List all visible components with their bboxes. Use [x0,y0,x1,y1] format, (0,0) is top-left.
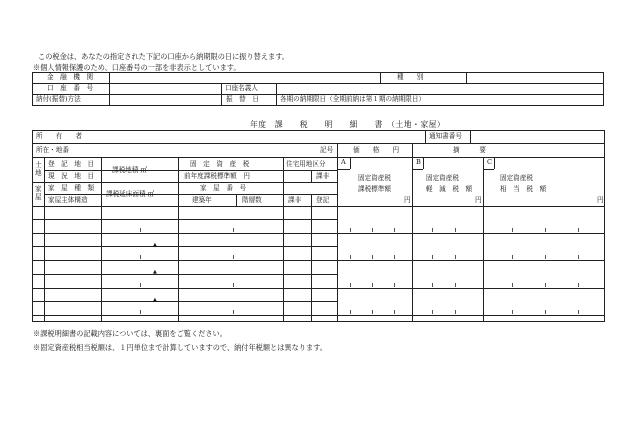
negative-mark-1: ▲ [153,242,157,248]
fat-reduction-label-2: 軽 減 税 額 [426,185,473,193]
record-row-4[interactable] [45,289,100,314]
taxable-flag-label: 課非 [316,172,330,180]
current-category-label: 現 況 地 目 [48,172,95,180]
account-holder-value[interactable] [278,84,602,93]
owner-value[interactable] [90,131,423,142]
residential-category-label: 住宅用地区分 [286,160,326,168]
taxable-floor-area-label: 課税延床面積 ㎡ [106,190,155,198]
house-taxable-flag-label: 課非 [288,196,302,204]
notice-line-1: この税金は、あなたの指定された下記の口座から納期限の日に振り替えます。 [38,52,289,61]
yen-unit-a: 円 [404,196,411,204]
payment-method-label: 納付(振替)方法 [36,95,81,103]
house-structure-label: 家屋主体構造 [48,196,88,204]
fat-standard-label-1: 固定資産税 [358,174,391,182]
footer-note-2: ※固定資産税相当税額は、１円単位まで計算していますので、納付年税額とは異なります。 [33,343,327,352]
location-value[interactable] [90,144,320,156]
registered-category-label: 登 記 地 目 [48,160,95,168]
notice-number-label: 通知書番号 [429,132,462,140]
account-number-value[interactable] [111,84,219,93]
prev-year-standard-label: 前年度課税標準額 円 [184,172,250,180]
floors-label: 階層数 [242,196,262,204]
statement-title: 年度 課 税 明 細 書 （土地・家屋） [250,120,446,129]
land-label: 土地 [35,161,42,177]
institution-value[interactable] [111,73,379,82]
fat-reduction-label-1: 固定資産税 [426,174,459,182]
registered-label: 登記 [316,196,330,204]
house-type-label: 家 屋 種 類 [48,184,95,192]
record-row-1[interactable] [45,207,100,232]
institution-label: 金 融 機 関 [47,73,94,81]
payment-method-value[interactable] [111,95,219,104]
account-type-value[interactable] [468,73,602,82]
footer-note-1: ※課税明細書の記載内容については、裏面をご覧ください。 [33,329,227,338]
owner-label: 所 有 者 [36,132,83,140]
column-b-label: B [416,158,421,166]
record-row-3[interactable] [45,261,100,287]
fat-equivalent-label-2: 相 当 税 額 [500,185,547,193]
taxable-area-label: 課税地積 ㎡ [112,166,148,174]
tax-statement-table [32,130,605,322]
record-row-2[interactable] [45,234,100,259]
account-holder-label: 口座名義人 [225,84,258,92]
fat-standard-label-2: 課税標準額 [358,185,391,193]
column-c-label: C [487,158,493,166]
yen-unit-c: 円 [597,196,604,204]
fat-equivalent-label-1: 固定資産税 [500,174,533,182]
location-label: 所在・地番 [36,146,69,154]
transfer-date-label: 振 替 日 [226,95,259,103]
negative-mark-3: ▲ [153,297,157,303]
account-type-label: 種 別 [397,73,424,81]
notice-number-value[interactable] [472,131,603,142]
account-number-label: 口 座 番 号 [47,84,94,92]
transfer-date-value: 各期の納期限日（全期前納は第１期の納期限日） [280,95,426,103]
price-label: 価 格 円 [353,146,400,154]
negative-mark-2: ▲ [153,269,157,275]
built-year-label: 建築年 [192,196,212,204]
yen-unit-b: 円 [475,196,482,204]
house-label: 家屋 [35,185,42,201]
fixed-asset-tax-label: 固 定 資 産 税 [190,160,250,168]
house-number-label: 家 屋 番 号 [200,184,247,192]
summary-label: 摘 要 [453,146,486,154]
column-a-label: A [341,158,346,166]
symbol-label: 記号 [320,146,334,154]
notice-line-2: ※個人情報保護のため、口座番号の一部を非表示としています。 [33,63,241,72]
